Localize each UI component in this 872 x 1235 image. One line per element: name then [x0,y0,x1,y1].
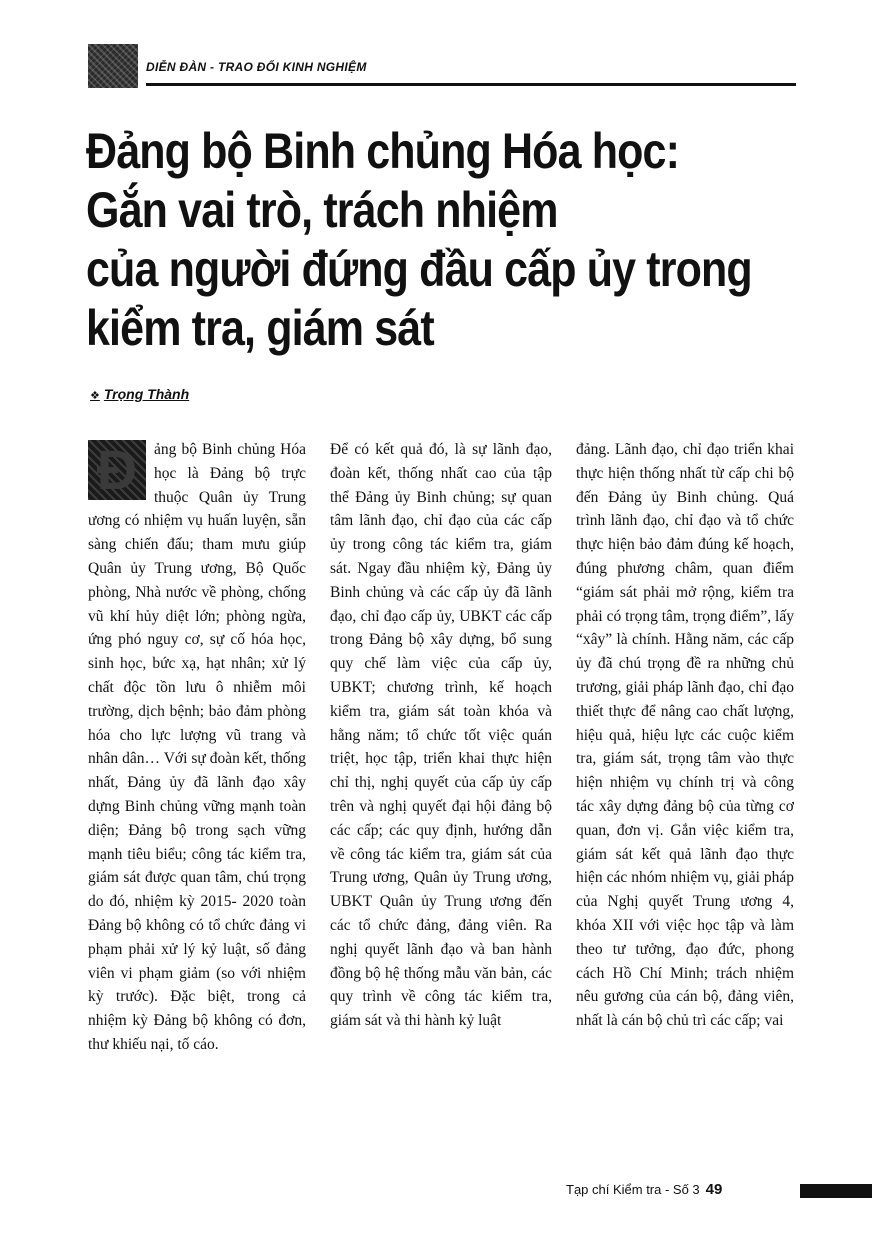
title-line: của người đứng đầu cấp ủy trong [86,241,752,297]
journal-name: Tạp chí Kiểm tra - Số 3 [566,1182,700,1197]
page-footer [566,1181,722,1198]
section-rule [146,83,796,86]
dropcap: Đ [88,440,146,500]
byline [90,386,189,402]
title-line: kiểm tra, giám sát [86,300,434,356]
article-column-3: đảng. Lãnh đạo, chỉ đạo triển khai thực hiện thống nhất từ cấp chi bộ đến Đảng ủy Binh chủng. Quá trình lãnh đạo, chỉ đạo và tổ chức thực hiện bảo đảm đúng kế hoạch, đúng phương châm, quan điểm “giám sát phải mở rộng, kiểm tra phải có trọng tâm, trọng điểm”, lấy “xây” là chính. Hằng năm, các cấp ủy đã chú trọng đề ra những chủ trương, giải pháp lãnh đạo, chỉ đạo thiết thực để nâng cao chất lượng, hiệu quả, hiệu lực các cuộc kiểm tra, giám sát, trọng tâm vào thực hiện nhiệm vụ chính trị và công tác xây dựng đảng bộ của từng cơ quan, đơn vị. Gắn việc kiểm tra, giám sát kết quả lãnh đạo thực hiện các nhóm nhiệm vụ, giải pháp của Nghị quyết Trung ương 4, khóa XII với việc học tập và làm theo tư tưởng, đạo đức, phong cách Hồ Chí Minh; trách nhiệm nêu gương của cán bộ, đảng viên, nhất là cán bộ chủ trì các cấp; vai [576,441,794,1030]
article-column-1 [88,438,306,1158]
diamond-bullet-icon: ❖ [90,390,100,402]
column-text: ảng bộ Binh chủng Hóa học là Đảng bộ trực thuộc Quân ủy Trung ương có nhiệm vụ huấn luyện, sẵn sàng chiến đấu; tham mưu giúp Quân ủy Trung ương, Bộ Quốc phòng, Nhà nước về phòng, chống vũ khí hủy diệt lớn; phòng ngừa, ứng phó nguy cơ, sự cố hóa học, sinh học, bức xạ, hạt nhân; xử lý chất độc tồn lưu ô nhiễm môi trường, dịch bệnh; bảo đảm phòng hóa cho lực lượng vũ trang và nhân dân… Với sự đoàn kết, thống nhất, Đảng ủy đã lãnh đạo xây dựng Binh chủng vững mạnh toàn diện; Đảng bộ trong sạch vững mạnh tiêu biểu; công tác kiểm tra, giám sát được quan tâm, chú trọng do đó, nhiệm kỳ 2015- 2020 toàn Đảng bộ không có tổ chức đảng vi phạm phải xử lý kỷ luật, số đảng viên vi phạm giảm (so với nhiệm kỳ trước). Đặc biệt, trong cả nhiệm kỳ Đảng bộ không có đơn, thư khiếu nại, tố cáo. [88,441,306,1053]
title-line: Đảng bộ Binh chủng Hóa học: [86,123,680,179]
page-number: 49 [705,1181,723,1198]
section-ornament [88,44,138,88]
author-name: Trọng Thành [103,386,190,402]
title-line: Gắn vai trò, trách nhiệm [86,182,558,238]
footer-bar [800,1184,872,1198]
section-label: DIỄN ĐÀN - TRAO ĐỔI KINH NGHIỆM [146,60,367,74]
article-column-2: Để có kết quả đó, là sự lãnh đạo, đoàn kết, thống nhất cao của tập thể Đảng ủy Binh chủng; sự quan tâm lãnh đạo, chỉ đạo của các cấp ủy trong công tác kiểm tra, giám sát. Ngay đầu nhiệm kỳ, Đảng ủy Binh chủng và các cấp ủy đã lãnh đạo, chỉ đạo cấp ủy, UBKT các cấp trong Đảng bộ xây dựng, bổ sung quy chế làm việc của cấp ủy, UBKT; chương trình, kế hoạch kiểm tra, giám sát toàn khóa và hằng năm; tổ chức tốt việc quán triệt, học tập, triển khai thực hiện chỉ thị, nghị quyết của cấp ủy cấp trên và nghị quyết đại hội đảng bộ các cấp; các quy định, hướng dẫn về công tác kiểm tra, giám sát của Trung ương, Quân ủy Trung ương, UBKT Quân ủy Trung ương đến các tổ chức đảng, đảng viên. Ra nghị quyết lãnh đạo và ban hành đồng bộ hệ thống mẫu văn bản, các quy trình về công tác kiểm tra, giám sát và thi hành kỷ luật [330,441,552,1030]
article-title [86,122,752,358]
